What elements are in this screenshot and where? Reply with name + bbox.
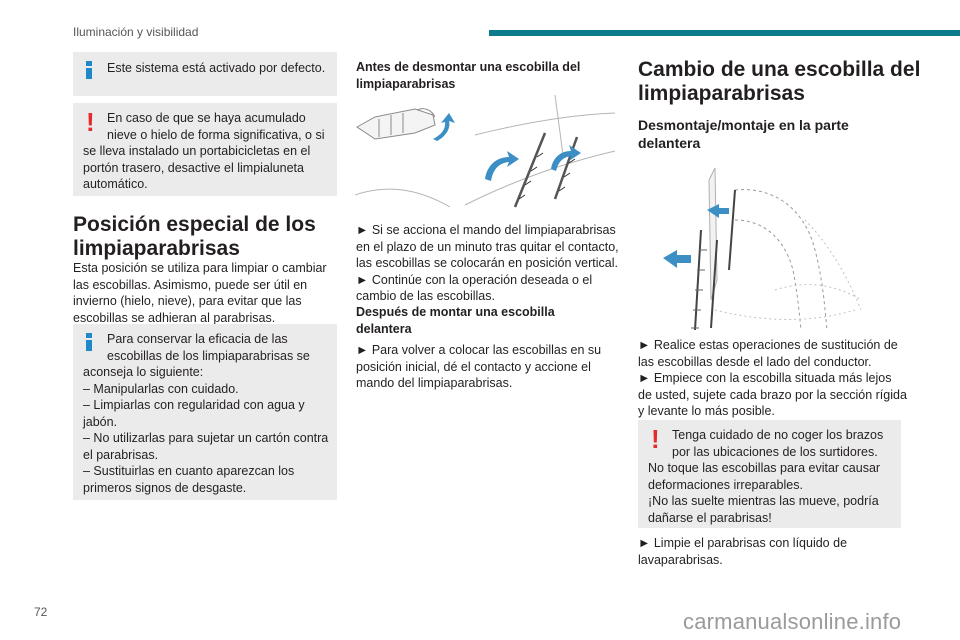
bullet-clean: ► Limpie el parabrisas con líquido de lavaparabrisas. xyxy=(638,536,848,567)
heading-change-blade: Cambio de una escobilla del limpiaparabrisas xyxy=(638,58,921,105)
info-icon xyxy=(86,333,93,351)
info-line: escobillas de los limpiaparabrisas se xyxy=(107,348,310,363)
heading-special-position: Posición especial de los limpiaparabrisas xyxy=(73,213,316,260)
bullets-after-mounting: ► Para volver a colocar las escobillas en su posición inicial, dé el contacto y accione el mando del limpiaparabrisas. xyxy=(356,343,602,390)
watermark: carmanualsonline.info xyxy=(683,609,902,634)
info-box-care xyxy=(73,324,337,500)
warn-line: se lleva instalado un portabicicletas en el xyxy=(83,144,311,158)
warn-line: En caso de que se haya acumulado xyxy=(107,111,306,125)
warning-box-handling xyxy=(638,420,901,528)
warn-line: nieve o hielo de forma significativa, o si xyxy=(107,127,325,142)
warning-icon: ! xyxy=(86,107,95,137)
header-accent-bar xyxy=(489,30,960,36)
bullets-before-removal: ► Si se acciona el mando del limpiaparabrisas en el plazo de un minuto tras quitar el contacto, las escobillas se colocarán en posición vertical. ► Continúe con la operación deseada o el cambio de las escobillas. xyxy=(356,223,619,303)
info-list: aconseja lo siguiente: – Manipularlas con cuidado. – Limpiarlas con regularidad con agua y jabón. – No utilizarlas para sujetar un cartón contra el parabrisas. – Sustituirlas en cuanto aparezcan los primeros signos de desgaste. xyxy=(83,365,329,495)
info-text: Este sistema está activado por defecto. xyxy=(107,61,326,75)
wiper-stalk-illustration xyxy=(355,95,617,215)
paragraph-special-position: Esta posición se utiliza para limpiar o cambiar las escobillas. Asimismo, puede ser útil en invierno (hielo, nieve), para evitar que las escobillas se adhieran al parabrisas. xyxy=(73,261,327,325)
warn-line: No toque las escobillas para evitar causar xyxy=(648,461,881,475)
warn-line: dañarse el parabrisas! xyxy=(648,510,772,525)
page-number: 72 xyxy=(34,605,48,619)
warn-line: por las ubicaciones de los surtidores. xyxy=(672,444,878,459)
subheading-front: Desmontaje/montaje en la parte delantera xyxy=(638,117,849,151)
info-box-default xyxy=(73,52,337,96)
warning-box-bike-rack xyxy=(73,103,337,196)
bullets-replacement: ► Realice estas operaciones de sustitución de las escobillas desde el lado del conductor. ► Empiece con la escobilla situada más lejos de usted, sujete cada brazo por la sección rígida y levante lo más posible. xyxy=(638,338,907,418)
heading-after-mounting: Después de montar una escobilla delantera xyxy=(356,305,555,336)
blade-removal-illustration xyxy=(655,160,865,332)
warn-line: ¡No las suelte mientras las mueve, podría xyxy=(648,494,879,508)
warn-line: portón trasero, desactive el limpialuneta xyxy=(83,160,304,175)
warn-line: Tenga cuidado de no coger los brazos xyxy=(672,428,884,442)
info-icon xyxy=(86,61,93,79)
warning-icon: ! xyxy=(651,424,660,454)
info-line: Para conservar la eficacia de las xyxy=(107,332,288,346)
heading-before-removal: Antes de desmontar una escobilla del limpiaparabrisas xyxy=(356,60,581,91)
warn-line: automático. xyxy=(83,177,148,191)
section-title: Iluminación y visibilidad xyxy=(73,25,199,39)
warn-line: deformaciones irreparables. xyxy=(648,477,803,492)
